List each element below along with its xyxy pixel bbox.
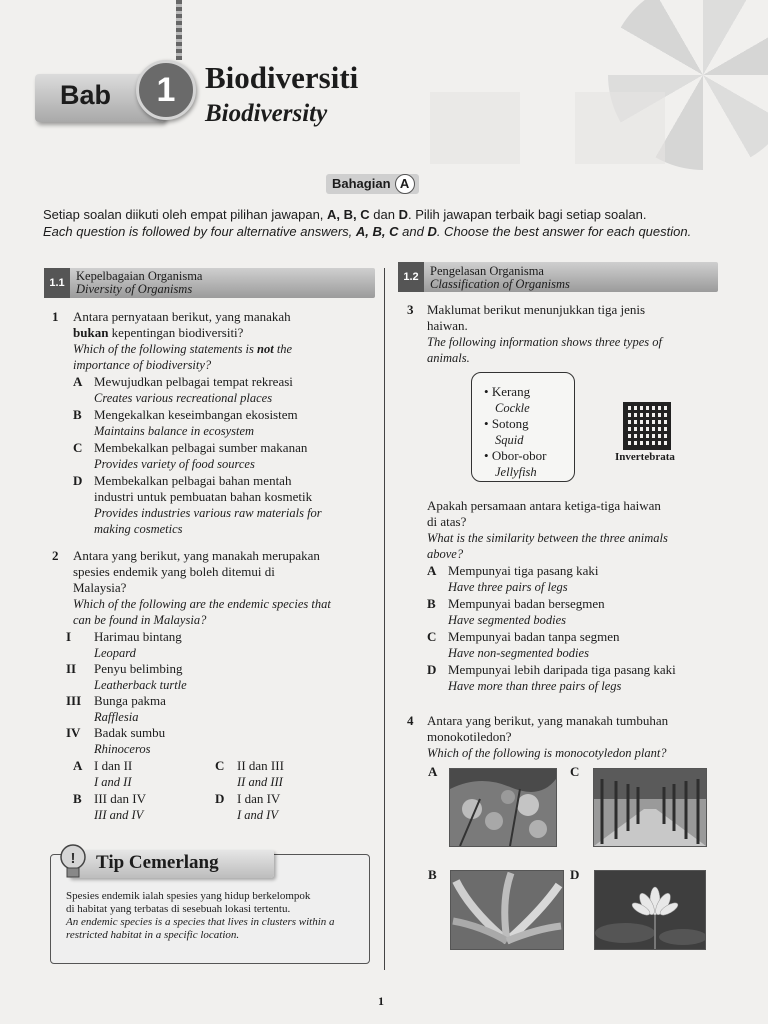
- animal-item: • Obor-obor: [484, 448, 547, 463]
- section-letter: A: [395, 174, 415, 194]
- subtopic-title: Pengelasan Organisma Classification of Organisms: [430, 264, 570, 291]
- answer-option[interactable]: C Membekalkan pelbagai sumber makanan Provides variety of food sources: [73, 440, 308, 471]
- answer-option[interactable]: D Mempunyai lebih daripada tiga pasang kaki Have more than three pairs of legs: [427, 662, 676, 693]
- page-number: 1: [378, 994, 384, 1008]
- answer-option[interactable]: B III dan IV III and IV: [73, 791, 146, 822]
- ghost-image: [575, 92, 665, 164]
- question-3-prompt: Apakah persamaan antara ketiga-tiga haiwan di atas? What is the similarity between the three animals above? A Mempunyai tiga pasang kaki Have three pairs of legs B Mempunyai badan bersegmen Have segmented bodies C Mempunyai badan tanpa segmen Have non-segmented bodies D Mempunyai lebih daripada tiga pasang kaki Have more than three pairs of legs: [407, 498, 723, 694]
- chapter-title-ms: Biodiversiti: [205, 60, 359, 95]
- subtopic-number: 1.1: [44, 268, 70, 298]
- answer-option[interactable]: D I dan IV I and IV: [215, 791, 281, 822]
- question-1: 1 Antara pernyataan berikut, yang manakah bukan kepentingan biodiversiti? Which of the following statements is not the importance of biodiversity? A Mewujudkan pelbagai tempat rekreasi Creates various recreational places B Mengekalkan keseimbangan ekosistem Maintains balance in ecosystem C Membekalkan pelbagai sumber makanan Provides variety of food sources D Membekalkan pelbagai bahan mentah industri untuk pembuatan bahan kosmetik Provides industries various raw materials for making cosmetics: [52, 309, 372, 537]
- chain-decoration: [176, 0, 182, 60]
- plant-photo-d[interactable]: [594, 870, 706, 950]
- section-label: [326, 174, 419, 194]
- question-number: 3: [407, 302, 414, 317]
- tip-text: Spesies endemik ialah spesies yang hidup berkelompok di habitat yang terbatas di sesebuah lokasi tertentu. An endemic species is a species that lives in clusters within a restricted habitat in a specific location.: [66, 890, 335, 941]
- question-3: 3 Maklumat berikut menunjukkan tiga jenis haiwan. The following information shows three types of animals.: [407, 302, 662, 365]
- instructions-ms: Setiap soalan diikuti oleh empat pilihan jawapan, A, B, C dan D. Pilih jawapan terbaik bagi setiap soalan.: [43, 207, 647, 222]
- question-number: 2: [52, 548, 59, 563]
- qr-code[interactable]: [623, 402, 671, 450]
- instructions: [43, 206, 723, 240]
- statement-item: I Harimau bintang Leopard: [66, 629, 182, 660]
- answer-option[interactable]: B Mengekalkan keseimbangan ekosistem Maintains balance in ecosystem: [73, 407, 298, 438]
- photo-label-c: C: [570, 764, 580, 779]
- ghost-image: [430, 92, 520, 164]
- bab-label: Bab: [60, 80, 112, 110]
- answer-option[interactable]: C Mempunyai badan tanpa segmen Have non-segmented bodies: [427, 629, 620, 660]
- statement-item: III Bunga pakma Rafflesia: [66, 693, 166, 724]
- photo-label-b: B: [428, 867, 437, 882]
- plant-photo-c[interactable]: [593, 768, 707, 847]
- answer-option[interactable]: B Mempunyai badan bersegmen Have segmented bodies: [427, 596, 605, 627]
- question-4: 4 Antara yang berikut, yang manakah tumbuhan monokotiledon? Which of the following is monocotyledon plant?: [407, 713, 669, 760]
- tip-title: Tip Cemerlang: [96, 852, 219, 873]
- chapter-number: 1: [136, 60, 196, 120]
- qr-label: Invertebrata: [615, 451, 675, 463]
- animal-list: • Kerang Cockle • Sotong Squid • Obor-obor Jellyfish: [484, 384, 574, 480]
- question-2: 2 Antara yang berikut, yang manakah merupakan spesies endemik yang boleh ditemui di Malaysia? Which of the following are the endemic species that can be found in Malaysia? I Harimau bintang Leopard II Penyu belimbing Leatherback turtle III Bunga pakma Rafflesia IV Badak sumbu Rhinoceros A I dan II I and II C II dan III II and III B III dan IV III and IV D I dan IV I and IV: [52, 548, 372, 824]
- plant-photo-a[interactable]: [449, 768, 557, 847]
- statement-item: IV Badak sumbu Rhinoceros: [66, 725, 166, 756]
- subtopic-title: Kepelbagaian Organisma Diversity of Organisms: [76, 269, 203, 296]
- lightbulb-icon: [56, 842, 90, 882]
- svg-text:!: !: [70, 850, 76, 867]
- answer-option[interactable]: A I dan II I and II: [73, 758, 133, 789]
- section-label-text: Bahagian: [332, 176, 391, 191]
- animal-item: • Kerang: [484, 384, 531, 399]
- photo-label-a: A: [428, 764, 438, 779]
- plant-photo-b[interactable]: [450, 870, 564, 950]
- subtopic-number: 1.2: [398, 262, 424, 292]
- question-number: 1: [52, 309, 59, 324]
- answer-option[interactable]: D Membekalkan pelbagai bahan mentah industri untuk pembuatan bahan kosmetik Provides industries various raw materials for making cosmetics: [73, 473, 322, 536]
- instructions-en: Each question is followed by four alternative answers, A, B, C and D. Choose the best answer for each question.: [43, 224, 692, 239]
- chapter-title-en: Biodiversity: [205, 100, 328, 127]
- answer-option[interactable]: A Mewujudkan pelbagai tempat rekreasi Creates various recreational places: [73, 374, 293, 405]
- column-divider: [384, 268, 385, 970]
- answer-option[interactable]: A Mempunyai tiga pasang kaki Have three pairs of legs: [427, 563, 599, 594]
- question-number: 4: [407, 713, 414, 728]
- statement-item: II Penyu belimbing Leatherback turtle: [66, 661, 187, 692]
- answer-option[interactable]: C II dan III II and III: [215, 758, 284, 789]
- photo-label-d: D: [570, 867, 580, 882]
- animal-item: • Sotong: [484, 416, 529, 431]
